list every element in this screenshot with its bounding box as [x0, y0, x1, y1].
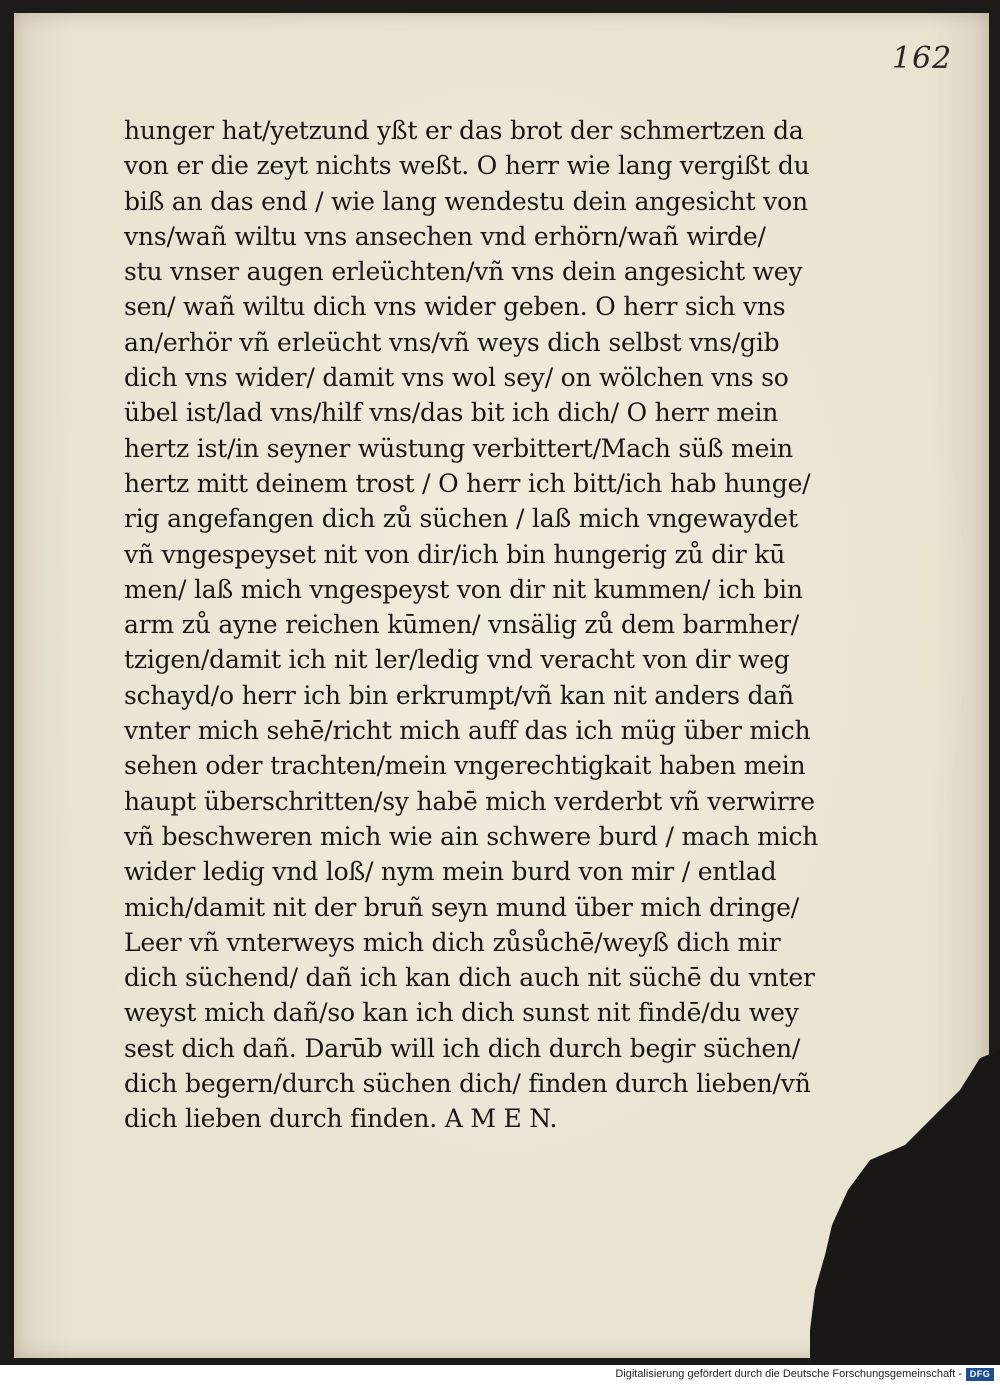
text-line: übel ist/lad vns/hilf vns/das bit ich dich/ O herr mein	[124, 398, 779, 428]
text-line: biß an das end / wie lang wendestu dein angesicht von	[124, 186, 808, 216]
text-line: wider ledig vnd loß/ nym mein burd von mir / entlad	[124, 857, 777, 887]
text-line: haupt überschritten/sy habē mich verderbt vñ verwirre	[124, 786, 815, 816]
text-line: schayd/o herr ich bin erkrumpt/vñ kan nit anders dañ	[124, 680, 794, 710]
text-line: vñ beschweren mich wie ain schwere burd / mach mich	[124, 821, 819, 851]
torn-corner	[810, 1050, 1000, 1370]
text-line: dich vns wider/ damit vns wol sey/ on wölchen vns so	[124, 363, 789, 393]
text-line: tzigen/damit ich nit ler/ledig vnd veracht von dir weg	[124, 645, 790, 675]
text-line: vñ vngespeyset nit von dir/ich bin hungerig zů dir kū	[124, 539, 786, 569]
text-line: hertz ist/in seyner wüstung verbittert/Mach süß mein	[124, 433, 793, 463]
text-line: men/ laß mich vngespeyst von dir nit kummen/ ich bin	[124, 574, 803, 604]
footer-credit: Digitalisierung gefördert durch die Deutsche Forschungsgemeinschaft -	[615, 1368, 962, 1380]
dfg-logo: DFG	[966, 1368, 994, 1381]
text-line: mich/damit nit der bruñ seyn mund über mich dringe/	[124, 892, 799, 922]
text-line: hunger hat/yetzund yßt er das brot der schmertzen da	[124, 116, 804, 145]
text-line: sehen oder trachten/mein vngerechtigkait haben mein	[124, 751, 806, 781]
text-line: dich lieben durch finden. A M E N.	[124, 1104, 558, 1134]
text-line: dich begern/durch süchen dich/ finden durch lieben/vñ	[124, 1069, 811, 1099]
folio-number: 162	[892, 41, 953, 76]
text-line: sen/ wañ wiltu dich vns wider geben. O herr sich vns	[124, 292, 786, 322]
text-line: vns/wañ wiltu vns ansechen vnd erhörn/wañ wirde/	[124, 221, 766, 251]
text-line: hertz mitt deinem trost / O herr ich bitt/ich hab hunge/	[124, 468, 811, 498]
text-line: sest dich dañ. Darūb will ich dich durch begir süchen/	[124, 1033, 801, 1063]
text-line: stu vnser augen erleüchten/vñ vns dein angesicht wey	[124, 257, 803, 287]
text-line: rig angefangen dich zů süchen / laß mich vngewaydet	[124, 504, 798, 534]
text-line: weyst mich dañ/so kan ich dich sunst nit findē/du wey	[124, 998, 799, 1028]
text-line: von er die zeyt nichts weßt. O herr wie lang vergißt du	[124, 151, 810, 181]
text-line: dich süchend/ dañ ich kan dich auch nit süchē du vnter	[124, 963, 815, 993]
text-line: an/erhör vñ erleücht vns/vñ weys dich selbst vns/gib	[124, 327, 780, 357]
page-text-block	[124, 113, 819, 1137]
text-line: vnter mich sehē/richt mich auff das ich müg über mich	[124, 716, 811, 746]
text-line: Leer vñ vnterweys mich dich zůsůchē/weyß dich mir	[124, 927, 781, 957]
footer-bar	[0, 1365, 1000, 1385]
text-line: arm zů ayne reichen kūmen/ vnsälig zů dem barmher/	[124, 610, 799, 640]
